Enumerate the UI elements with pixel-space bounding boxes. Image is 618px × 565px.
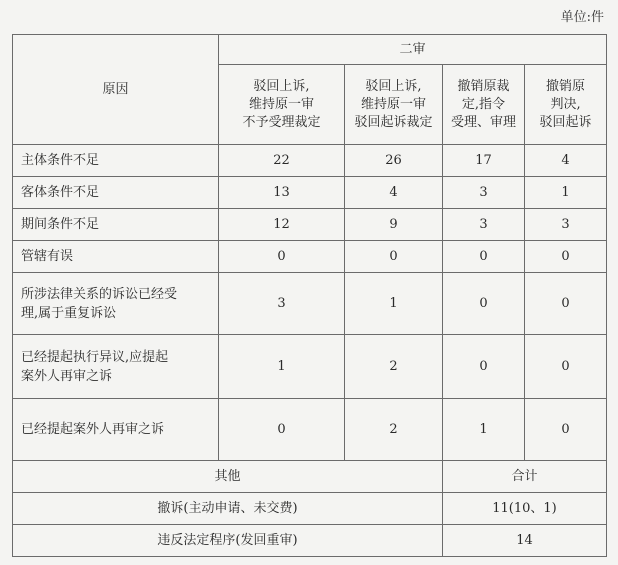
table-row <box>13 493 607 525</box>
row-reason: 所涉法律关系的诉讼已经受 理,属于重复诉讼 <box>13 273 219 335</box>
statistics-table <box>12 34 607 557</box>
table-cell: 1 <box>525 177 607 209</box>
table-cell: 0 <box>443 241 525 273</box>
header-col-1: 驳回上诉, 维持原一审 不予受理裁定 <box>219 65 345 145</box>
table-row <box>13 525 607 557</box>
table-cell: 2 <box>345 335 443 399</box>
other-row-value: 11(10、1) <box>443 493 607 525</box>
table-cell: 2 <box>345 399 443 461</box>
other-row-value: 14 <box>443 525 607 557</box>
table-row <box>13 209 607 241</box>
row-reason: 客体条件不足 <box>13 177 219 209</box>
table-row <box>13 177 607 209</box>
header-col-4: 撤销原 判决, 驳回起诉 <box>525 65 607 145</box>
table-cell: 26 <box>345 145 443 177</box>
row-reason: 管辖有误 <box>13 241 219 273</box>
table-cell: 3 <box>525 209 607 241</box>
table-row <box>13 273 607 335</box>
header-reason: 原因 <box>13 35 219 145</box>
table-cell: 0 <box>525 241 607 273</box>
table-cell: 17 <box>443 145 525 177</box>
table-cell: 1 <box>345 273 443 335</box>
table-cell: 9 <box>345 209 443 241</box>
table-cell: 3 <box>443 177 525 209</box>
table-cell: 1 <box>443 399 525 461</box>
row-reason: 已经提起执行异议,应提起 案外人再审之诉 <box>13 335 219 399</box>
table-cell: 0 <box>525 399 607 461</box>
table-cell: 3 <box>443 209 525 241</box>
header-col-3: 撤销原裁 定,指令 受理、审理 <box>443 65 525 145</box>
other-header-row <box>13 461 607 493</box>
table-cell: 0 <box>525 335 607 399</box>
table-cell: 22 <box>219 145 345 177</box>
row-reason: 主体条件不足 <box>13 145 219 177</box>
header-col-2: 驳回上诉, 维持原一审 驳回起诉裁定 <box>345 65 443 145</box>
table-row <box>13 145 607 177</box>
table-cell: 4 <box>345 177 443 209</box>
other-label: 其他 <box>13 461 443 493</box>
table-cell: 13 <box>219 177 345 209</box>
table-cell: 0 <box>443 273 525 335</box>
table-cell: 4 <box>525 145 607 177</box>
table-cell: 3 <box>219 273 345 335</box>
table-row <box>13 241 607 273</box>
row-reason: 期间条件不足 <box>13 209 219 241</box>
table-row <box>13 335 607 399</box>
table-cell: 0 <box>219 399 345 461</box>
table-cell: 0 <box>443 335 525 399</box>
row-reason: 已经提起案外人再审之诉 <box>13 399 219 461</box>
table-cell: 12 <box>219 209 345 241</box>
table-cell: 0 <box>345 241 443 273</box>
table-row <box>13 399 607 461</box>
total-label: 合计 <box>443 461 607 493</box>
header-second-instance: 二审 <box>219 35 607 65</box>
unit-label: 单位:件 <box>560 10 604 25</box>
other-row-label: 违反法定程序(发回重审) <box>13 525 443 557</box>
table-cell: 1 <box>219 335 345 399</box>
table-cell: 0 <box>219 241 345 273</box>
other-row-label: 撤诉(主动申请、未交费) <box>13 493 443 525</box>
table-cell: 0 <box>525 273 607 335</box>
